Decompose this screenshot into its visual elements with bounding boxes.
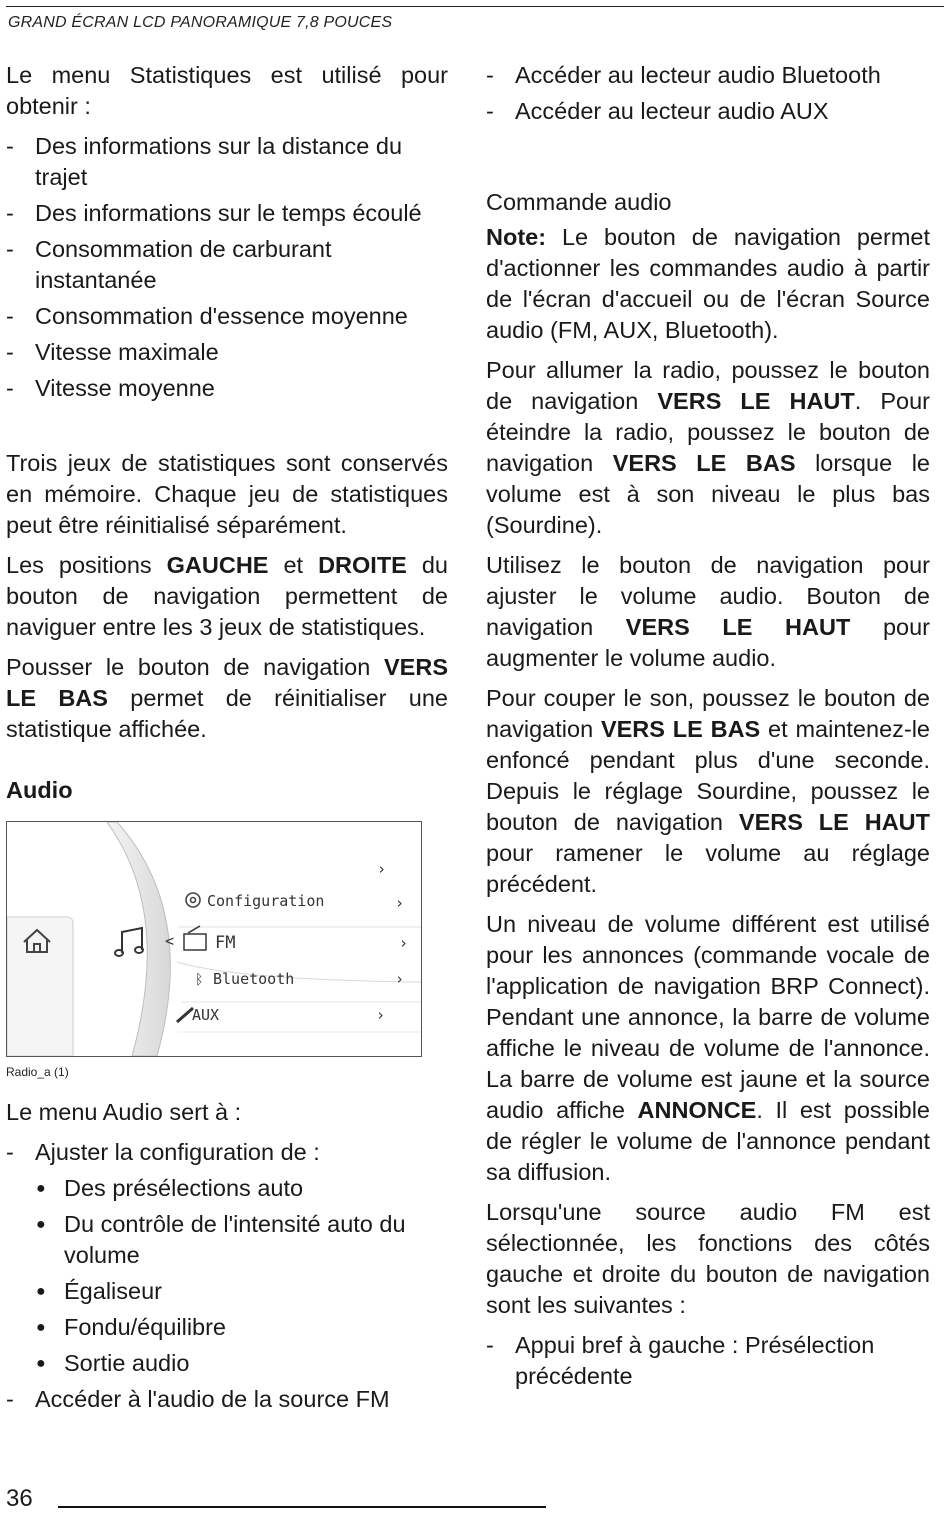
running-header: GRAND ÉCRAN LCD PANORAMIQUE 7,8 POUCES [8, 14, 393, 31]
menu-item-aux: AUX [192, 1006, 220, 1024]
stats-intro: Le menu Statistiques est utilisé pour obtenir : [6, 62, 448, 119]
audio-section-title: Audio [6, 777, 73, 803]
audio-list [6, 1137, 448, 1168]
list-item: - Consommation d'essence moyenne [6, 301, 448, 332]
chevron-left-icon: < [165, 932, 175, 950]
bluetooth-icon: ᛒ [195, 972, 204, 988]
list-item: ● Des présélections auto [6, 1173, 448, 1204]
list-item: ● Sortie audio [6, 1348, 448, 1379]
stats-paragraph-1: Trois jeux de statistiques sont conservés en mémoire. Chaque jeu de statistiques peut être réinitialisé séparément. [6, 450, 448, 538]
svg-text:›: › [395, 894, 405, 912]
list-item: - Des informations sur le temps écoulé [6, 198, 448, 229]
fm-functions-list [486, 1330, 930, 1392]
svg-text:›: › [376, 1006, 386, 1024]
list-item: ● Égaliseur [6, 1276, 448, 1307]
menu-item-configuration: Configuration [207, 892, 325, 910]
mute-paragraph: Pour couper le son, poussez le bouton de navigation VERS LE BAS et maintenez-le enfoncé pendant plus d'une seconde. Depuis le réglage Sourdine, poussez le bouton de navigation VERS LE HAUT pour ramener le volume au réglage précédent. [486, 685, 930, 897]
list-item: - Accéder au lecteur audio AUX [486, 96, 930, 127]
list-item: - Vitesse maximale [6, 337, 448, 368]
radio-power-paragraph: Pour allumer la radio, poussez le bouton de navigation VERS LE HAUT. Pour éteindre la radio, poussez le bouton de navigation VERS LE BAS lorsque le volume est à son niveau le plus bas (Sourdine). [486, 357, 930, 538]
menu-item-fm: FM [215, 933, 236, 953]
footer-rule [58, 1506, 546, 1508]
audio-sub-list [6, 1173, 448, 1379]
note-paragraph: Note: Le bouton de navigation permet d'actionner les commandes audio à partir de l'écran d'accueil ou de l'écran Source audio (FM, AUX, Bluetooth). [486, 224, 930, 343]
aux-cable-icon [177, 1008, 193, 1022]
stats-paragraph-3: Pousser le bouton de navigation VERS LE BAS permet de réinitialiser une statistique affichée. [6, 654, 448, 742]
gear-icon [186, 893, 200, 907]
page-number: 36 [6, 1485, 33, 1512]
radio-icon [184, 926, 206, 950]
svg-text:›: › [395, 970, 405, 988]
announcement-paragraph: Un niveau de volume différent est utilisé pour les annonces (commande vocale de l'application de navigation BRP Connect). Pendant une annonce, la barre de volume affiche le niveau de volume de l'annonce. La barre de volume est jaune et la source audio affiche ANNONCE. Il est possible de régler le volume de l'annonce pendant sa diffusion. [486, 911, 931, 1185]
list-item: - Ajuster la configuration de : [6, 1137, 448, 1168]
left-column [6, 60, 448, 1420]
chevron-right-icon [376, 860, 408, 1024]
header-rule [6, 6, 944, 7]
list-item: - Appui bref à gauche : Présélection précédente [486, 1330, 930, 1392]
list-item: - Accéder à l'audio de la source FM [6, 1384, 448, 1415]
list-item: ● Du contrôle de l'intensité auto du volume [6, 1209, 448, 1271]
audio-list-right [486, 60, 930, 127]
list-item: - Vitesse moyenne [6, 373, 448, 404]
music-note-icon [115, 928, 143, 956]
list-item: - Consommation de carburant instantanée [6, 234, 448, 296]
list-item: - Des informations sur la distance du trajet [6, 131, 448, 193]
svg-text:›: › [377, 860, 387, 878]
list-item: ● Fondu/équilibre [6, 1312, 448, 1343]
svg-text:›: › [399, 934, 409, 952]
audio-intro: Le menu Audio sert à : [6, 1099, 242, 1125]
menu-item-bluetooth: Bluetooth [213, 970, 295, 988]
right-column [486, 60, 930, 1397]
audio-list-continued [6, 1384, 448, 1415]
audio-menu-screenshot [6, 821, 422, 1057]
stats-paragraph-2: Les positions GAUCHE et DROITE du bouton de navigation permettent de naviguer entre les 3 jeux de statistiques. [6, 552, 448, 640]
fm-functions-paragraph: Lorsqu'une source audio FM est sélectionnée, les fonctions des côtés gauche et droite du bouton de navigation sont les suivantes : [486, 1199, 930, 1318]
list-item: - Accéder au lecteur audio Bluetooth [486, 60, 930, 91]
volume-paragraph: Utilisez le bouton de navigation pour ajuster le volume audio. Bouton de navigation VERS LE HAUT pour augmenter le volume audio. [486, 552, 930, 671]
figure-caption: Radio_a (1) [6, 1065, 69, 1079]
commande-audio-title: Commande audio [486, 189, 672, 215]
stats-list [6, 131, 448, 404]
